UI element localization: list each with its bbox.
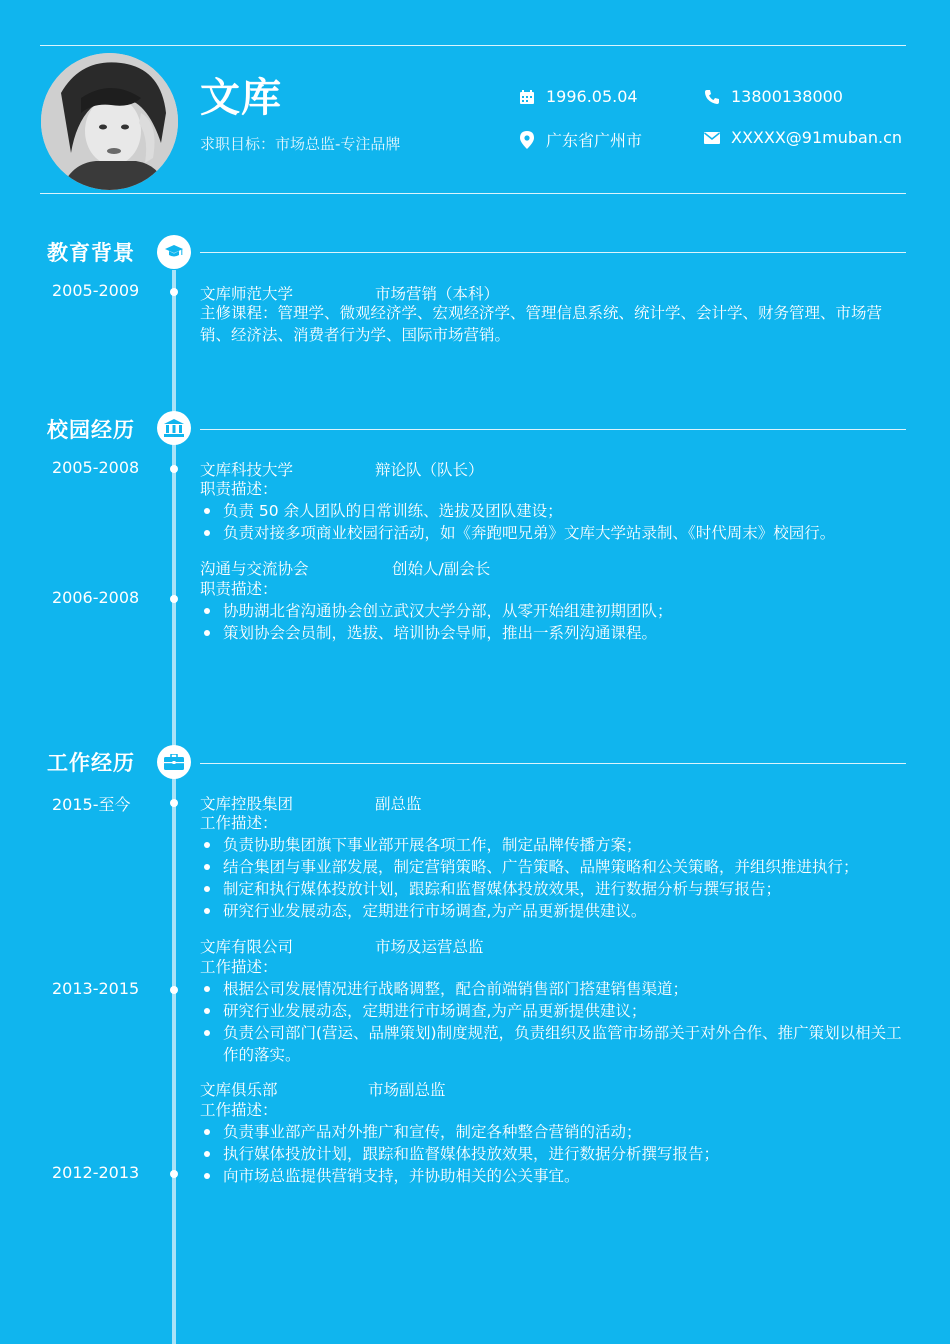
calendar-icon: [518, 88, 536, 106]
phone-value: 13800138000: [731, 87, 843, 106]
section-title-education: 教育背景: [47, 241, 135, 265]
list-item: 研究行业发展动态，定期进行市场调查,为产品更新提供建议；: [200, 1000, 906, 1022]
timeline-dot: [170, 799, 178, 807]
list-item: 负责公司部门(营运、品牌策划)制度规范，负责组织及监管市场部关于对外合作、推广策划以相关工作的落实。: [200, 1022, 906, 1066]
birthdate: [518, 87, 638, 106]
org-name: 沟通与交流协会: [200, 560, 309, 578]
header-bottom-rule: [40, 193, 906, 194]
desc-label: 职责描述：: [200, 480, 278, 498]
timeline-dot: [170, 986, 178, 994]
school-name: 文库师范大学: [200, 285, 294, 303]
envelope-icon: [703, 129, 721, 147]
birthdate-value: 1996.05.04: [546, 87, 638, 106]
desc-label: 工作描述：: [200, 814, 278, 832]
candidate-name: 文库: [200, 75, 282, 121]
campus-entry-header: [200, 458, 484, 480]
timeline-dot: [170, 1170, 178, 1178]
section-title-campus: 校园经历: [47, 418, 135, 442]
section-rule-work: [200, 763, 906, 764]
education-header: [200, 282, 500, 304]
company-name: 文库俱乐部: [200, 1081, 278, 1099]
desc-label: 工作描述：: [200, 958, 278, 976]
location-pin-icon: [518, 131, 536, 149]
work-entry-header: [200, 935, 484, 957]
company-name: 文库有限公司: [200, 938, 294, 956]
list-item: 协助湖北省沟通协会创立武汉大学分部，从零开始组建初期团队；: [200, 600, 906, 622]
major: 市场营销（本科）: [375, 285, 500, 303]
work-entry-header: [200, 1078, 446, 1100]
job-title: 市场及运营总监: [375, 938, 484, 956]
job-title: 副总监: [375, 795, 422, 813]
phone: [703, 87, 843, 106]
location-value: 广东省广州市: [546, 131, 643, 150]
list-item: 策划协会会员制，选拔、培训协会导师，推出一系列沟通课程。: [200, 622, 906, 644]
job-objective: 求职目标：市场总监-专注品牌: [200, 135, 401, 153]
education-date: 2005-2009: [52, 281, 140, 300]
section-rule-education: [200, 252, 906, 253]
campus-date: 2005-2008: [52, 458, 140, 477]
timeline-dot: [170, 288, 178, 296]
list-item: 制定和执行媒体投放计划，跟踪和监督媒体投放效果，进行数据分析与撰写报告；: [200, 878, 906, 900]
campus-date: 2006-2008: [52, 588, 140, 607]
job-title: 市场副总监: [368, 1081, 446, 1099]
list-item: 研究行业发展动态，定期进行市场调查,为产品更新提供建议。: [200, 900, 906, 922]
list-item: 负责协助集团旗下事业部开展各项工作，制定品牌传播方案；: [200, 834, 906, 856]
timeline-dot: [170, 465, 178, 473]
role: 辩论队（队长）: [375, 461, 484, 479]
courses: 主修课程：管理学、微观经济学、宏观经济学、管理信息系统、统计学、会计学、财务管理、市场营销、经济法、消费者行为学、国际市场营销。: [200, 304, 883, 344]
institution-icon: [157, 411, 191, 445]
header-top-rule: [40, 45, 906, 46]
role: 创始人/副会长: [392, 560, 491, 578]
phone-icon: [703, 88, 721, 106]
briefcase-icon: [157, 745, 191, 779]
org-name: 文库科技大学: [200, 461, 294, 479]
list-item: 执行媒体投放计划，跟踪和监督媒体投放效果，进行数据分析撰写报告；: [200, 1143, 906, 1165]
desc-label: 工作描述：: [200, 1101, 278, 1119]
location: [518, 128, 642, 151]
email: [703, 128, 902, 147]
campus-bullets: [200, 500, 906, 544]
list-item: 负责事业部产品对外推广和宣传，制定各种整合营销的活动；: [200, 1121, 906, 1143]
list-item: 负责对接多项商业校园行活动，如《奔跑吧兄弟》文库大学站录制、《时代周末》校园行。: [200, 522, 906, 544]
section-title-work: 工作经历: [47, 751, 135, 775]
work-date: 2013-2015: [52, 979, 140, 998]
avatar: [41, 53, 178, 190]
work-bullets: [200, 978, 906, 1066]
section-rule-campus: [200, 429, 906, 430]
list-item: 向市场总监提供营销支持，并协助相关的公关事宜。: [200, 1165, 906, 1187]
list-item: 根据公司发展情况进行战略调整，配合前端销售部门搭建销售渠道；: [200, 978, 906, 1000]
work-date: 2015-至今: [52, 795, 131, 814]
work-bullets: [200, 1121, 906, 1187]
graduation-cap-icon: [157, 235, 191, 269]
desc-label: 职责描述：: [200, 580, 278, 598]
email-value: XXXXX@91muban.cn: [731, 128, 903, 147]
company-name: 文库控股集团: [200, 795, 294, 813]
campus-bullets: [200, 600, 906, 644]
work-bullets: [200, 834, 906, 922]
timeline-dot: [170, 595, 178, 603]
work-entry-header: [200, 792, 422, 814]
list-item: 结合集团与事业部发展，制定营销策略、广告策略、品牌策略和公关策略，并组织推进执行；: [200, 856, 906, 878]
work-date: 2012-2013: [52, 1163, 140, 1182]
campus-entry-header: [200, 557, 491, 579]
list-item: 负责 50 余人团队的日常训练、选拔及团队建设；: [200, 500, 906, 522]
